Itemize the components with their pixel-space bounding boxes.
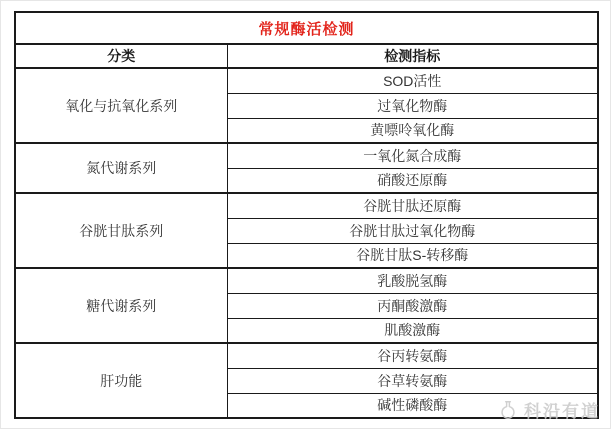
indicator-cell: 谷胱甘肽还原酶 — [227, 193, 598, 218]
indicator-cell: 谷胱甘肽过氧化物酶 — [227, 218, 598, 243]
table-title: 常规酶活检测 — [15, 12, 598, 44]
category-cell: 糖代谢系列 — [15, 268, 227, 343]
indicator-cell: SOD活性 — [227, 68, 598, 93]
indicator-cell: 丙酮酸激酶 — [227, 293, 598, 318]
indicator-cell: 谷丙转氨酶 — [227, 343, 598, 368]
category-cell: 氮代谢系列 — [15, 143, 227, 193]
column-header-category: 分类 — [15, 44, 227, 68]
enzyme-assay-table — [14, 11, 599, 419]
indicator-cell: 碱性磷酸酶 — [227, 393, 598, 418]
title-row — [15, 12, 598, 44]
indicator-cell: 黄嘌呤氧化酶 — [227, 118, 598, 143]
watermark-text: 科沿有道 — [524, 402, 600, 421]
table-row — [15, 193, 598, 218]
indicator-cell: 肌酸激酶 — [227, 318, 598, 343]
column-header-indicator: 检测指标 — [227, 44, 598, 68]
table-row — [15, 268, 598, 293]
table-row — [15, 343, 598, 368]
indicator-cell: 谷胱甘肽S-转移酶 — [227, 243, 598, 268]
indicator-cell: 过氧化物酶 — [227, 93, 598, 118]
table-body — [15, 68, 598, 418]
header-row — [15, 44, 598, 68]
indicator-cell: 一氧化氮合成酶 — [227, 143, 598, 168]
category-cell: 氧化与抗氧化系列 — [15, 68, 227, 143]
indicator-cell: 乳酸脱氢酶 — [227, 268, 598, 293]
table-row — [15, 68, 598, 93]
category-cell: 肝功能 — [15, 343, 227, 418]
indicator-cell: 谷草转氨酶 — [227, 368, 598, 393]
indicator-cell: 硝酸还原酶 — [227, 168, 598, 193]
table-row — [15, 143, 598, 168]
category-cell: 谷胱甘肽系列 — [15, 193, 227, 268]
